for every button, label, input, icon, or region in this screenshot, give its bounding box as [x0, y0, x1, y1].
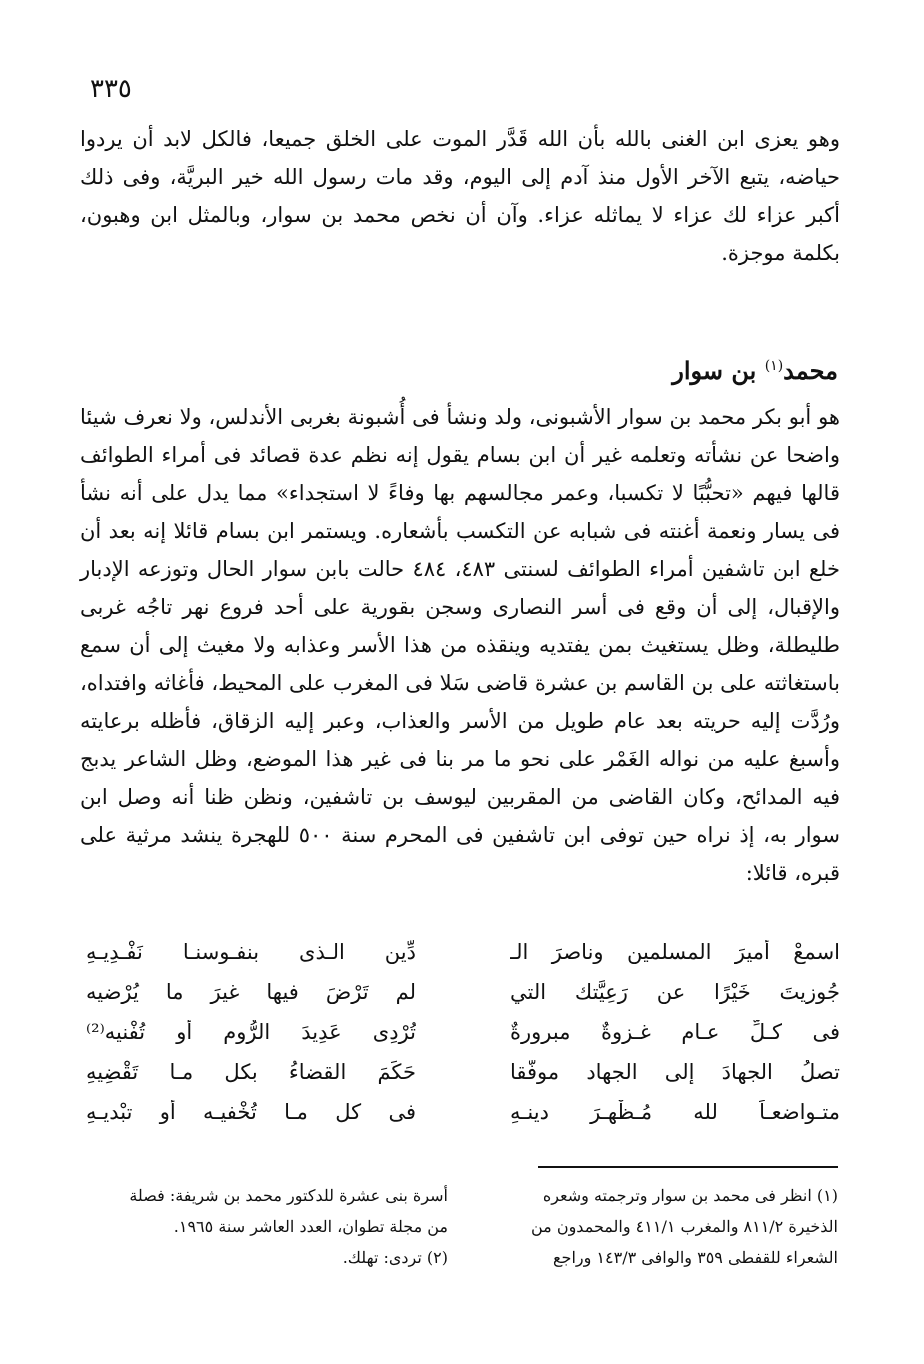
footnote-line: الذخيرة ٨١١/٢ والمغرب ٤١١/١ والمحمدون من — [530, 1217, 838, 1236]
verse-first-hemistich: جُوزيتَ خَيْرًا عن رَعِيَّتك التي — [510, 980, 840, 1004]
verse-first-hemistich: فى كـلِّ عـامٍ غـزوةٌ مبرورةٌ — [510, 1020, 840, 1044]
intro-paragraph: وهو يعزى ابن الغنى بالله بأن الله قَدَّر الموت على الخلق جميعا، فالكل لابد أن يردوا حياضه، يتبع الآخر الأول منذ آدم إلى اليوم، وقد مات رسول الله خير البريَّة، وفى ذلك أكبر عزاء لك عزاء لا يماثله عزاء. وآن أن نخص محمد بن سوار، وبالمثل ابن وهبون، بكلمة موجزة. — [80, 127, 840, 265]
page-number: ٣٣٥ — [90, 74, 132, 104]
verse-second-hemistich: فى كل مـا تُخْفيـه أو تبْديـهِ — [86, 1100, 416, 1124]
poem-verse — [86, 1100, 840, 1140]
verse-second-hemistich: حَكَمَ القضاءُ بكل مـا تَقْضِيهِ — [86, 1060, 416, 1084]
footnote-line: من مجلة تطوان، العدد العاشر سنة ١٩٦٥. — [173, 1217, 448, 1236]
poem-verse — [86, 980, 840, 1020]
footnote-line: أسرة بنى عشرة للدكتور محمد بن شريفة: فصلة — [129, 1186, 448, 1205]
footnote-column-left — [96, 1180, 448, 1273]
footnote-column-right — [478, 1180, 838, 1273]
poem-verse — [86, 1060, 840, 1100]
heading-rest: بن سوار — [672, 356, 757, 385]
heading-footnote-ref: (١) — [764, 358, 784, 374]
verse-first-hemistich: متـواضعـاً لله مُـظْهِـرَ دينـهِ — [510, 1100, 840, 1124]
verse-first-hemistich: تصلُ الجهادَ إلى الجهاد موفَّقا — [510, 1060, 840, 1084]
footnote-line: (١) انظر فى محمد بن سوار وترجمته وشعره — [542, 1186, 838, 1205]
poem — [86, 940, 840, 1140]
footnote-line: الشعراء للقفطى ٣٥٩ والوافى ١٤٣/٣ وراجع — [553, 1248, 838, 1267]
poem-verse — [86, 1020, 840, 1060]
verse-second-hemistich: لم تَرْضَ فيها غيرَ ما يُرْضيه — [86, 980, 416, 1004]
verse-first-hemistich: اسمعْ أميرَ المسلمين وناصرَ الـ — [510, 940, 840, 964]
verse-second-hemistich: دِّين الـذى بنفـوسنـا نَفْـدِيـهِ — [86, 940, 416, 964]
footnote-line: (٢) تردى: تهلك. — [342, 1248, 448, 1267]
biography-paragraph: هو أبو بكر محمد بن سوار الأشبونى، ولد ونشأ فى أُشبونة بغربى الأندلس، ولا نعرف شيئا واضحا عن نشأته وتعلمه غير أن ابن بسام يقول إنه نظم عدة قصائد فى أمراء الطوائف قالها فيهم «تحبُّبًا لا تكسبا، وعمر مجالسهم بها وفاءً لا استجداء» مما يدل على أنه نشأ فى يسار ونعمة أغنته فى شبابه عن التكسب بأشعاره. ويستمر ابن بسام قائلا إنه بعد أن خلع ابن تاشفين أمراء الطوائف لسنتى ٤٨٣، ٤٨٤ حالت بابن سوار الحال وتوزعه الإدبار والإقبال، إلى أن وقع فى أسر النصارى وسجن بقورية على أحد فروع نهر تاجُه غربى طليطلة، وظل يستغيث بمن يفتديه وينقذه من هذا الأسر وعذابه ولا مغيث إلى أن سمع باستغاثته على بن القاسم بن عشرة قاضى سَلا فى المغرب على المحيط، فأغاثه وافتداه، ورُدَّت إليه حريته بعد عام طويل من الأسر والعذاب، وعبر إليه الزقاق، فأظله برعايته وأسبغ عليه من نواله الغَمْر على نحو ما مر بنا فى غير هذا الموضع، وظل الشاعر يدبج فيه المدائح، وكان القاضى من المقربين ليوسف بن تاشفين، ونظن ظنا أنه وصل ابن سوار به، إذ نراه حين توفى ابن تاشفين فى المحرم سنة ٥٠٠ للهجرة ينشد مرثية على قبره، قائلا: — [80, 405, 840, 885]
verse-second-hemistich: تُرْدِى عَدِيدَ الرُّومِ أو تُفْنيه⁽²⁾ — [86, 1020, 416, 1044]
poem-verse — [86, 940, 840, 980]
footnote-divider — [538, 1166, 838, 1168]
section-heading — [672, 356, 838, 385]
heading-name: محمد — [783, 356, 838, 385]
